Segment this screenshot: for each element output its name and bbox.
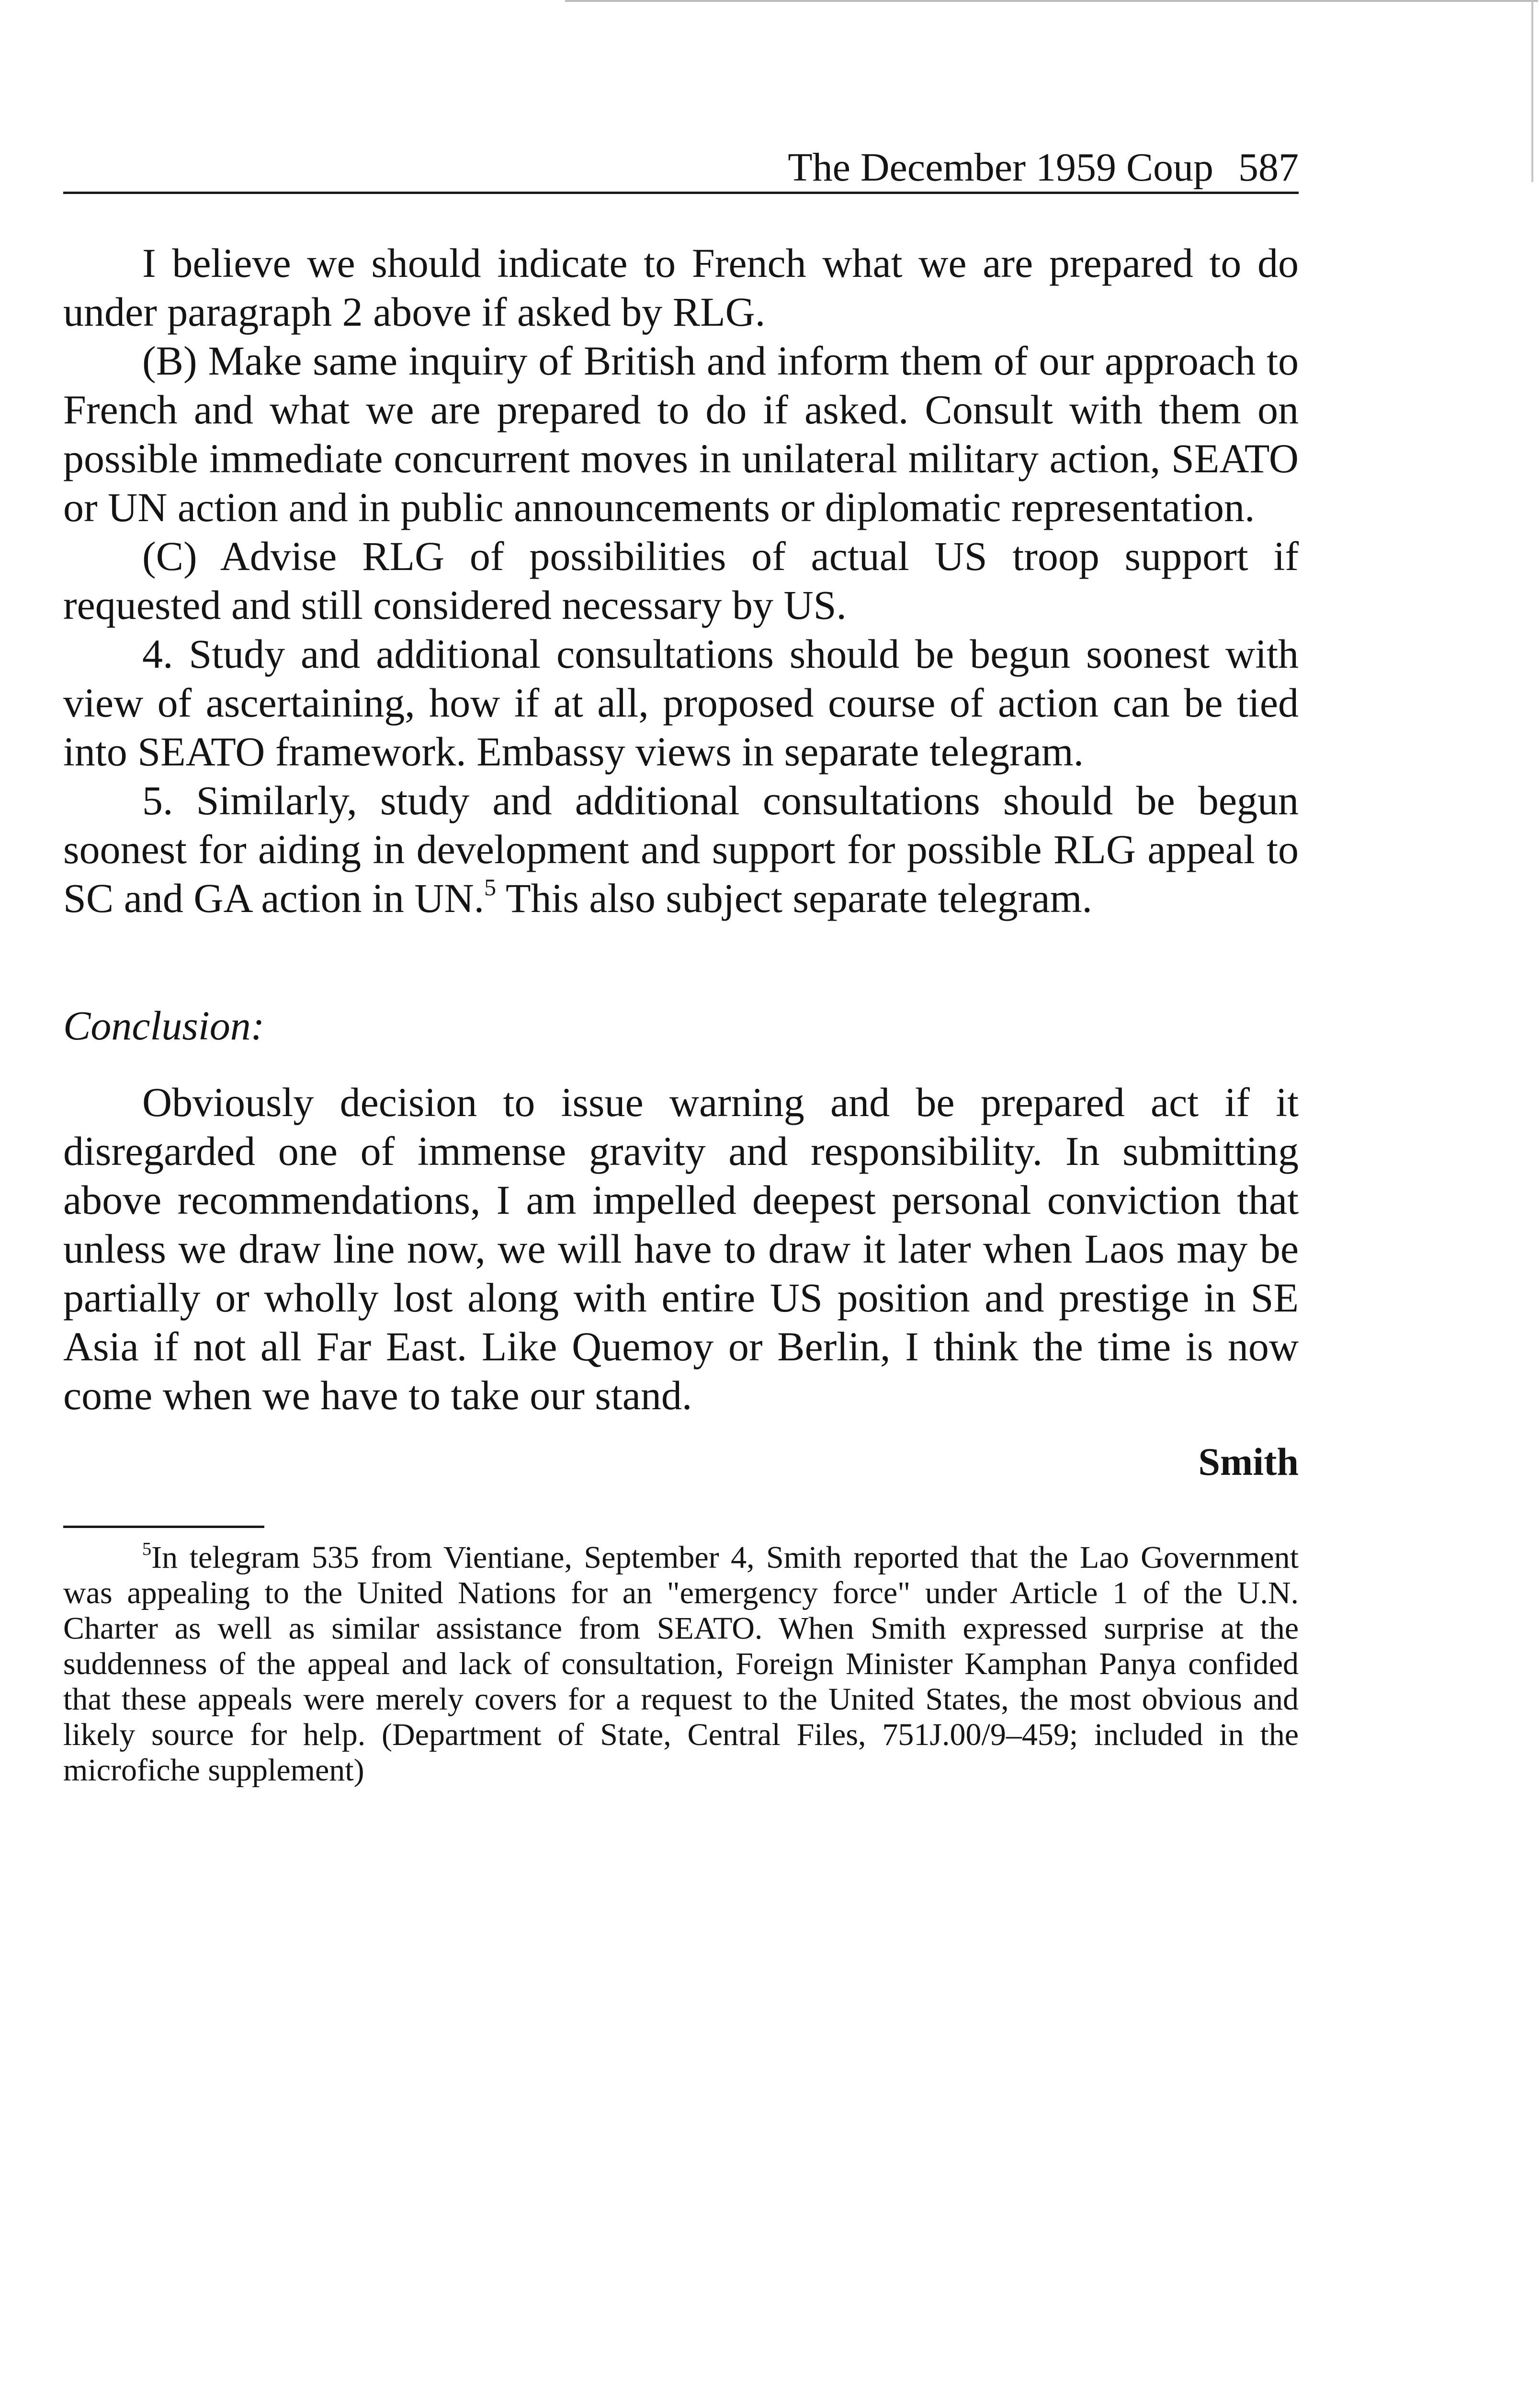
paragraph-item-5: [63, 776, 1299, 923]
scan-edge-mark-right: [1531, 0, 1533, 182]
footnote-divider: [63, 1526, 264, 1528]
body-text: [63, 239, 1299, 923]
footnote-reference[interactable]: 5: [484, 874, 497, 901]
paragraph-item-4: 4. Study and additional consultations should be begun soonest with view of ascertaining, how if at all, proposed course of action can be tied into SEATO framework. Embassy views in separate telegram.: [63, 631, 1299, 775]
scan-edge-mark-top: [565, 0, 1538, 2]
signature: Smith: [1198, 1440, 1299, 1483]
footnote: [63, 1540, 1299, 1788]
running-header: [63, 144, 1299, 194]
page-number: 587: [1238, 145, 1299, 190]
paragraph-recommendation-c: (C) Advise RLG of possibilities of actual US troop support if requested and still considered necessary by US.: [63, 533, 1299, 628]
paragraph-item-5-text-before: 5. Similarly, study and additional consultations should be begun soonest for aiding in development and support for possible RLG appeal to SC and GA action in UN.: [63, 777, 1299, 921]
running-title: The December 1959 Coup: [788, 145, 1213, 190]
conclusion-paragraph: Obviously decision to issue warning and be prepared act if it disregarded one of immense gravity and responsibility. In submitting above recommendations, I am impelled deepest personal conviction that unless we draw line now, we will have to draw it later when Laos may be partially or wholly lost along with entire US position and prestige in SE Asia if not all Far East. Like Quemoy or Berlin, I think the time is now come when we have to take our stand.: [63, 1079, 1299, 1418]
conclusion-heading: Conclusion:: [63, 1003, 265, 1049]
paragraph-recommendation-b: (B) Make same inquiry of British and inform them of our approach to French and what we are prepared to do if asked. Consult with them on possible immediate concurrent moves in unilateral military action, SEATO or UN action and in public announcements or diplomatic representation.: [63, 338, 1299, 530]
footnote-text: In telegram 535 from Vientiane, September 4, Smith reported that the Lao Government was appealing to the United Nations for an "emergency force" under Article 1 of the U.N. Charter as well as similar assistance from SEATO. When Smith expressed surprise at the suddenness of the appeal and lack of consultation, Foreign Minister Kamphan Panya confided that these appeals were merely covers for a request to the United States, the most obvious and likely source for help. (Department of State, Central Files, 751J.00/9–459; included in the microfiche supplement): [63, 1540, 1299, 1788]
paragraph-item-5-text-after: This also subject separate telegram.: [496, 875, 1092, 921]
conclusion-section: [63, 1078, 1299, 1420]
paragraph-recommendation-intro: I believe we should indicate to French what we are prepared to do under paragraph 2 above if asked by RLG.: [63, 240, 1299, 335]
footnote-marker: 5: [142, 1539, 152, 1560]
